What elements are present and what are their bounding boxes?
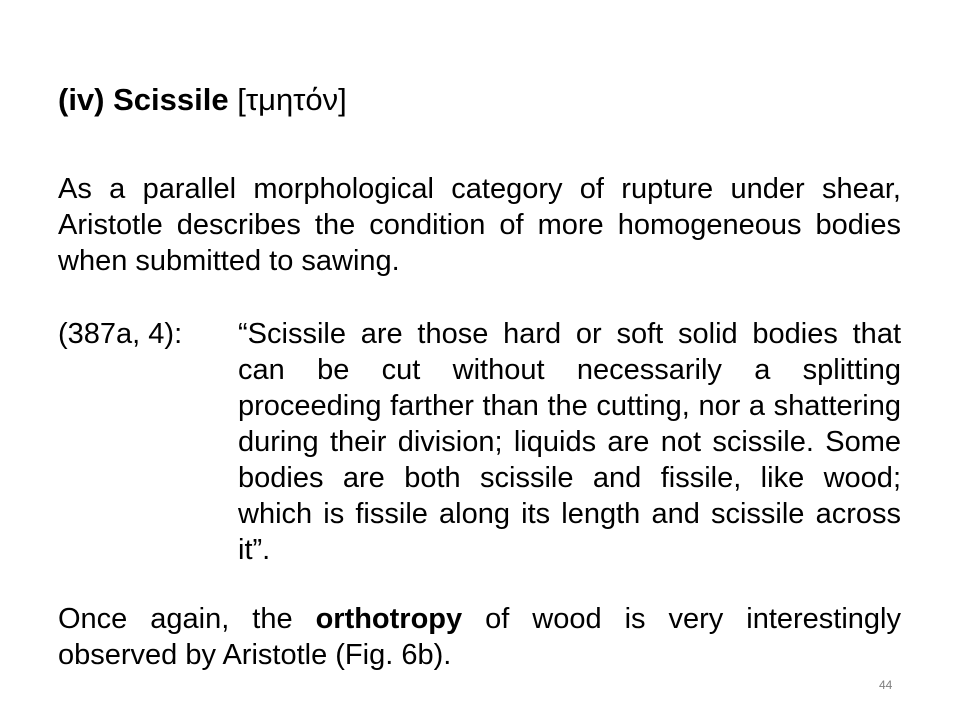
conclusion-paragraph xyxy=(58,601,901,673)
conclusion-text-after: of wood is very interestingly observed by Aristotle (Fig. 6b). xyxy=(58,603,901,671)
page-number: 44 xyxy=(879,678,893,692)
title-heading: (iv) Scissile xyxy=(58,82,229,117)
title-greek-term: [τμητόν] xyxy=(237,82,347,117)
quote-text: “Scissile are those hard or soft solid bodies that can be cut without necessarily a splitting proceeding farther than the cutting, nor a shattering during their division; liquids are not scissile. Some bodies are both scissile and fissile, like wood; which is fissile along its length and scissile across it”. xyxy=(238,318,901,566)
slide-title xyxy=(58,80,347,120)
quote-reference: (387a, 4): xyxy=(58,318,183,350)
conclusion-emphasis: orthotropy xyxy=(315,603,463,635)
intro-paragraph: As a parallel morphological category of rupture under shear, Aristotle describes the condition of more homogeneous bodies when submitted to sawing. xyxy=(58,173,901,277)
conclusion-text-before: Once again, the xyxy=(58,603,316,635)
